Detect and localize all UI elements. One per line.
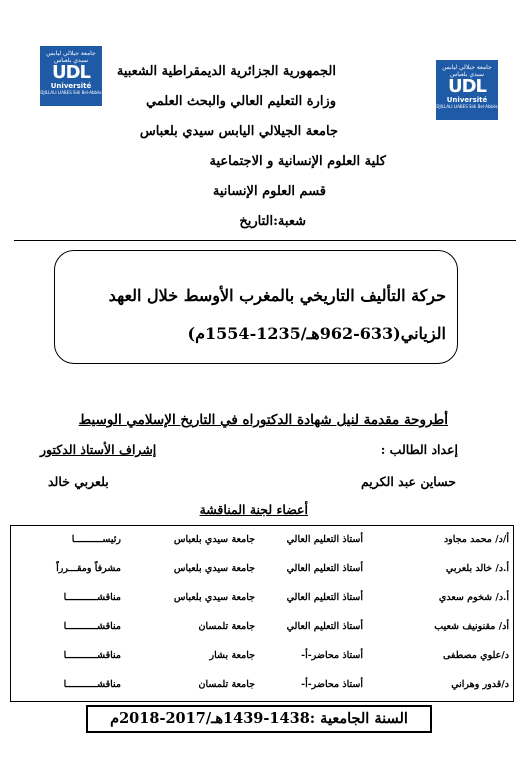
title-box [54, 250, 458, 364]
header-university: جامعة الجيلالي اليابس سيدي بلعباس [139, 124, 338, 139]
member-rank: أستاذ التعليم العالي [286, 563, 363, 574]
committee-row [11, 671, 513, 699]
committee-row [11, 584, 513, 612]
logo-top-text: جامعة جيلالي ليابس سيدي بلعباس [46, 50, 96, 64]
thesis-description: أطروحة مقدمة لنيل شهادة الدكتوراه في التاريخ الإسلامي الوسيط [78, 412, 448, 428]
header-branch: شعبة:التاريخ [239, 214, 306, 229]
supervisor-label: إشراف الأستاذ الدكتور [40, 442, 157, 457]
header-divider [14, 240, 516, 241]
committee-row [11, 642, 513, 670]
member-institution: جامعة سيدي بلعباس [173, 563, 255, 574]
member-institution: جامعة تلمسان [198, 621, 255, 632]
supervisor-name: بلعربي خالد [48, 474, 109, 489]
logo-mark: UDL [51, 62, 91, 83]
committee-row [11, 526, 513, 554]
member-rank: أستاذ التعليم العالي [286, 592, 363, 603]
member-name: أ.د/ خالد بلعربي [445, 563, 509, 574]
member-rank: أستاذ محاضر-أ- [301, 679, 363, 690]
member-role: مشرفاً ومقـــرراً [56, 563, 121, 574]
university-logo-left [40, 46, 102, 106]
member-name: د/علوي مصطفى [442, 650, 509, 661]
logo-name: Université [50, 82, 92, 90]
committee-row [11, 555, 513, 583]
member-role: مناقشـــــــــــا [63, 592, 121, 603]
member-role: مناقشـــــــــــا [63, 679, 121, 690]
member-institution: جامعة سيدي بلعباس [173, 592, 255, 603]
header-faculty: كلية العلوم الإنسانية و الاجتماعية [209, 154, 386, 169]
logo-top-text: جامعة جيلالي ليابس سيدي بلعباس [442, 64, 492, 78]
student-label: إعداد الطالب : [380, 442, 458, 457]
logo-name: Université [446, 96, 488, 104]
member-name: أد/ مقنونيف شعيب [434, 621, 509, 632]
member-name: د/قدور وهراني [451, 679, 509, 690]
university-logo-right [436, 60, 498, 120]
member-institution: جامعة سيدي بلعباس [173, 534, 255, 545]
member-rank: أستاذ التعليم العالي [286, 621, 363, 632]
member-institution: جامعة تلمسان [198, 679, 255, 690]
logo-sub: DJILLALI LIABES Sidi Bel-Abbès [40, 90, 102, 95]
logo-mark: UDL [447, 76, 487, 97]
member-institution: جامعة بشار [209, 650, 255, 661]
thesis-title-line1: حركة التأليف التاريخي بالمغرب الأوسط خلال العهد [108, 286, 446, 305]
header-ministry: وزارة التعليم العالي والبحث العلمي [145, 94, 336, 109]
thesis-title-line2: الزياني(633-962هـ/1235-1554م) [187, 324, 446, 343]
member-role: مناقشـــــــــــا [63, 621, 121, 632]
committee-heading: أعضاء لجنة المناقشة [199, 502, 308, 517]
member-rank: أستاذ محاضر-أ- [301, 650, 363, 661]
committee-row [11, 613, 513, 641]
member-role: مناقشـــــــــــا [63, 650, 121, 661]
student-name: حساين عبد الكريم [360, 474, 456, 489]
member-name: أ.د/ شخوم سعدي [438, 592, 509, 603]
header-department: قسم العلوم الإنسانية [212, 184, 326, 199]
header-republic: الجمهورية الجزائرية الديمقراطية الشعبية [116, 64, 336, 79]
member-role: رئيســــــــــا [71, 534, 121, 545]
logo-sub: DJILLALI LIABES Sidi Bel-Abbès [436, 104, 498, 109]
member-name: أ/د/ محمد مجاود [443, 534, 509, 545]
academic-year: السنة الجامعية :1438-1439هـ/2017-2018م [86, 705, 432, 733]
committee-table [10, 525, 514, 702]
member-rank: أستاذ التعليم العالي [286, 534, 363, 545]
